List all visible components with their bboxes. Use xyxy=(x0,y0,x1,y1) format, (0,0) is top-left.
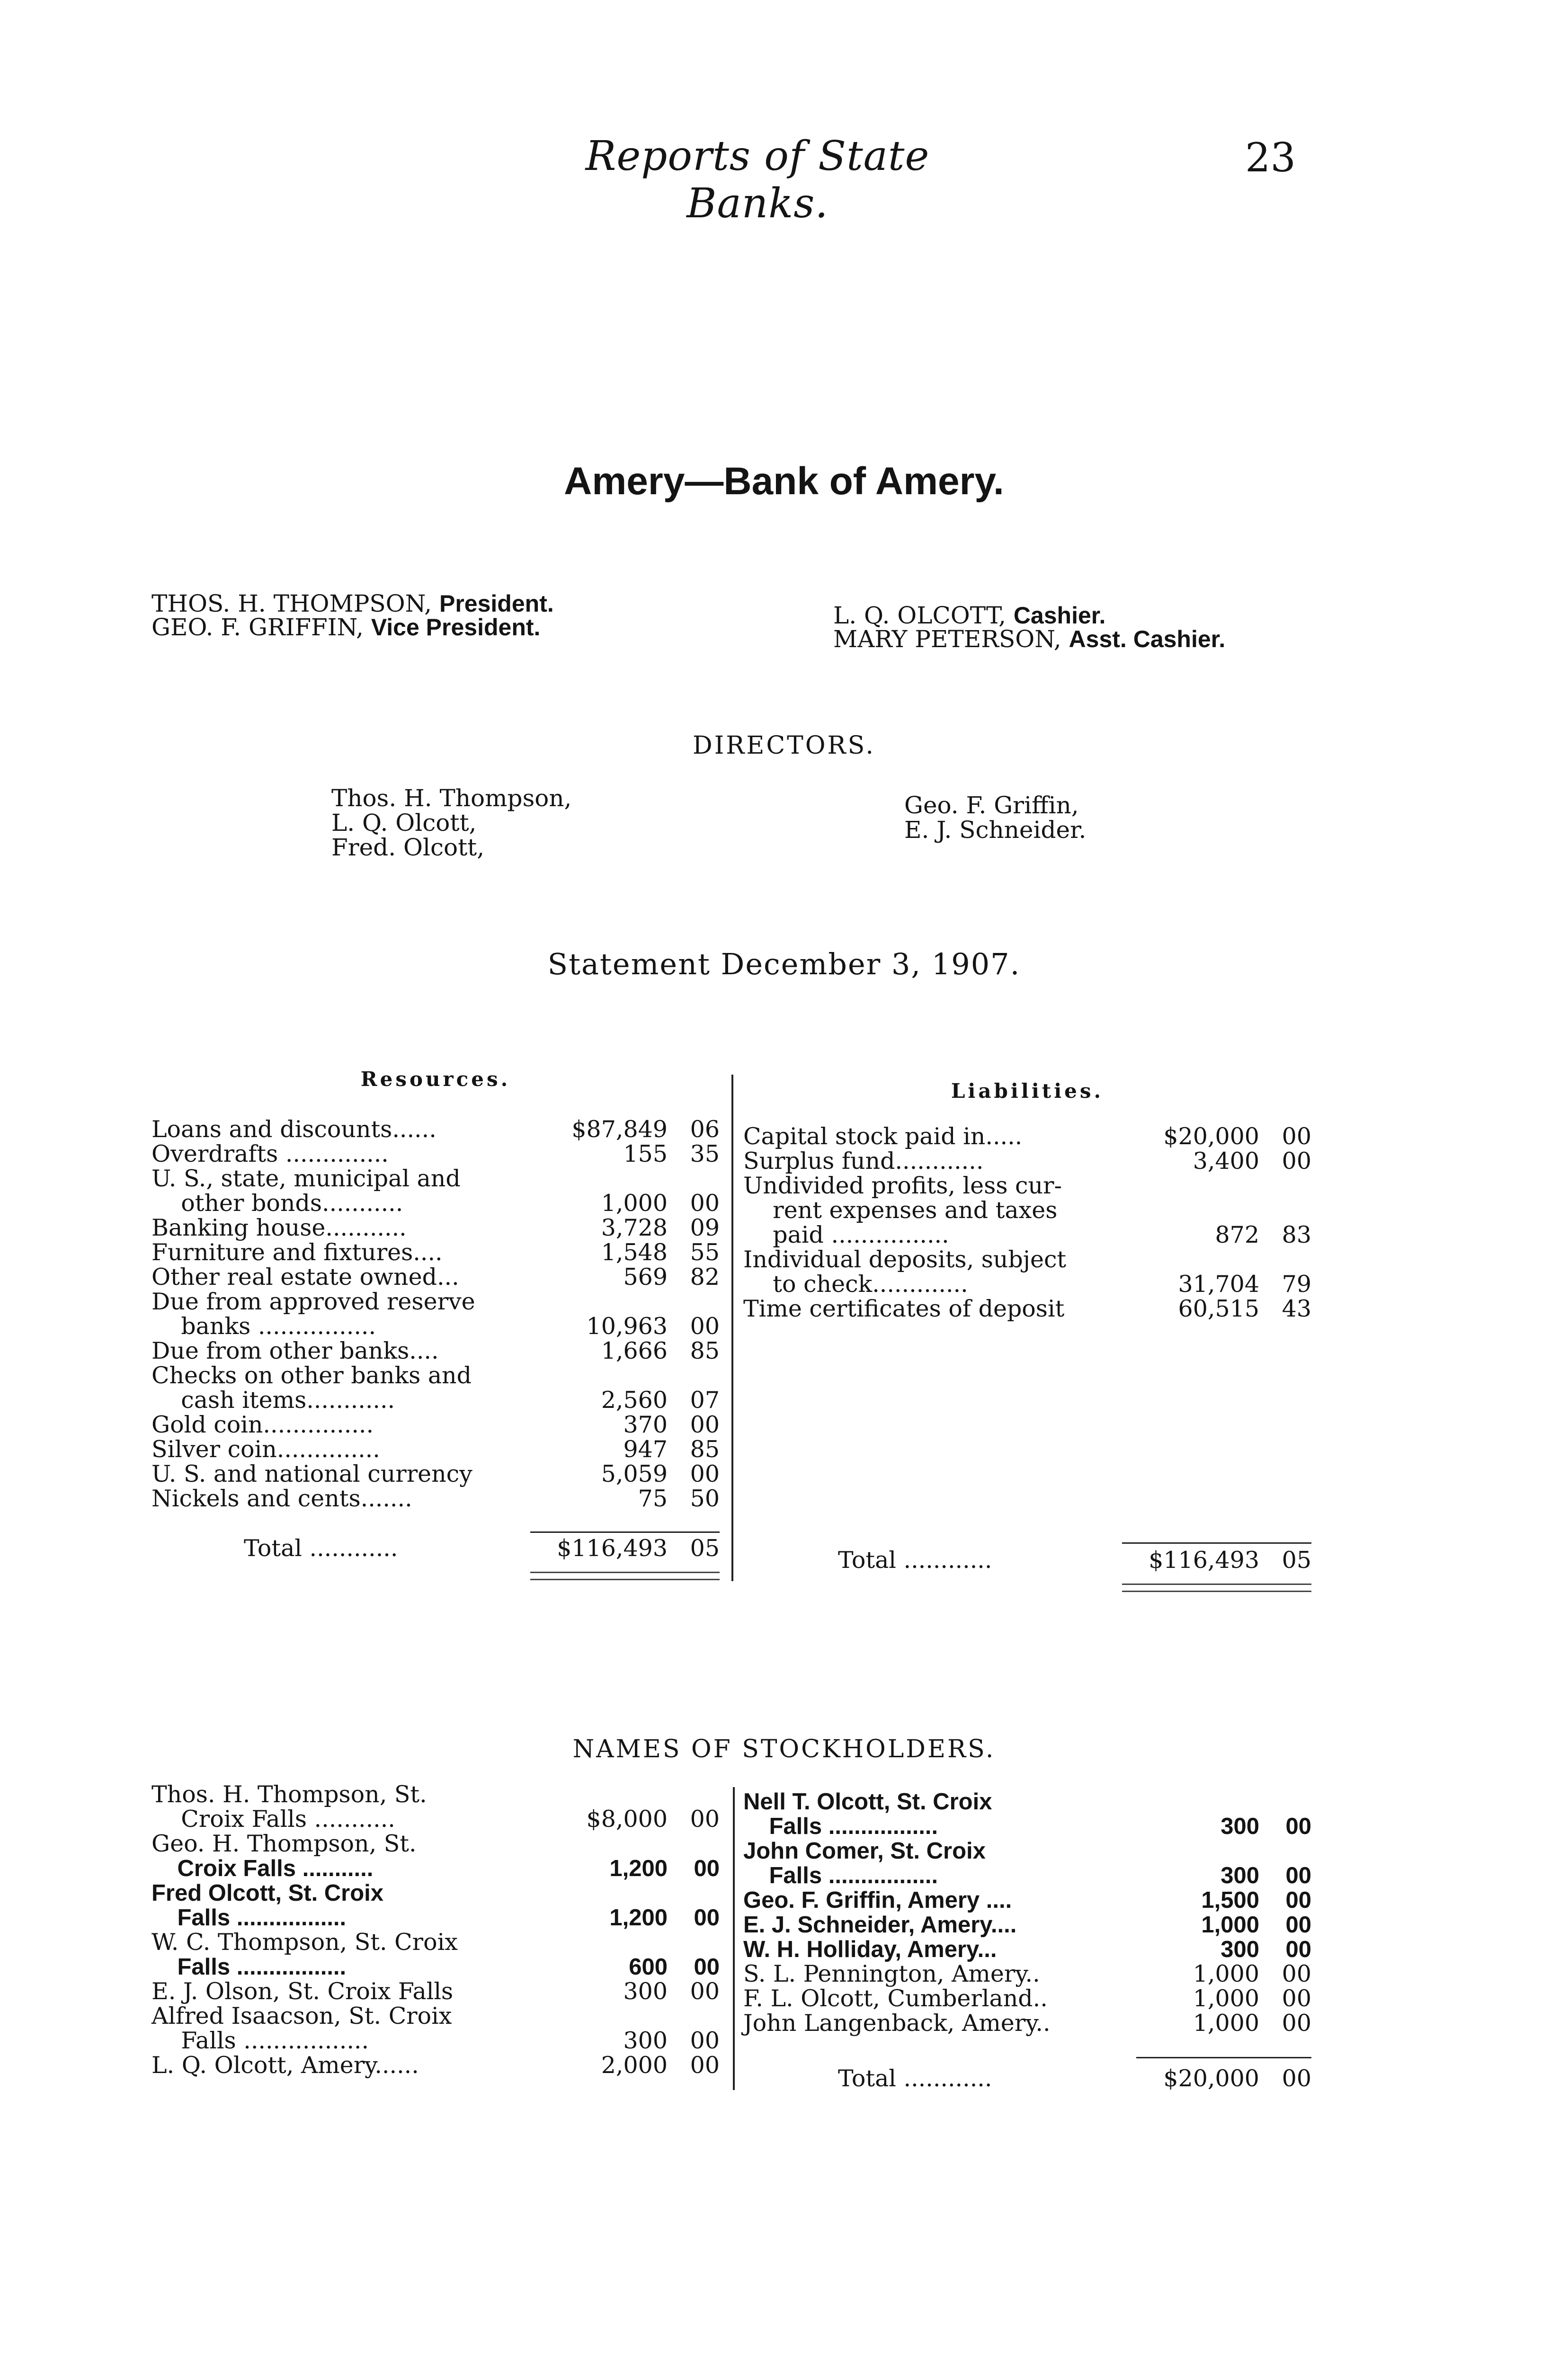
stockholder-place: Croix Falls ........... xyxy=(151,1806,395,1833)
resources-heading: Resources. xyxy=(360,1068,511,1091)
liability-dollars: 31,704 xyxy=(1178,1271,1259,1298)
liability-row xyxy=(743,1247,1311,1272)
total-cents: 05 xyxy=(690,1535,720,1562)
resource-dollars: $87,849 xyxy=(571,1116,668,1143)
officer-name: THOS. H. THOMPSON, xyxy=(151,590,432,617)
director-name: E. J. Schneider. xyxy=(904,816,1087,844)
resource-dollars: 3,728 xyxy=(601,1214,668,1241)
liability-cents: 00 xyxy=(1282,1123,1311,1150)
stockholder-amount: 1,000 xyxy=(1193,2010,1259,2037)
stockholder-amount: 300 xyxy=(623,1978,668,2005)
resource-row xyxy=(151,1142,720,1166)
liability-label: Capital stock paid in..... xyxy=(743,1123,1023,1150)
total-label: Total ............ xyxy=(244,1535,398,1562)
officer-title: Asst. Cashier. xyxy=(1069,626,1226,652)
resource-label: Other real estate owned... xyxy=(151,1264,459,1290)
resources-total-rule xyxy=(530,1531,720,1533)
total-cents: 00 xyxy=(1282,2065,1311,2092)
resources-total xyxy=(151,1536,720,1561)
stockholder-cents: 00 xyxy=(694,1954,720,1980)
stockholder-line xyxy=(743,1937,1311,1962)
resource-dollars: 1,000 xyxy=(601,1190,668,1217)
resource-row xyxy=(151,1339,720,1363)
stockholder-name: E. J. Olson, St. Croix Falls xyxy=(151,1978,454,2005)
stockholder-amount: 1,200 xyxy=(609,1856,668,1881)
stockholder-name: John Comer, St. Croix xyxy=(743,1838,986,1864)
liability-cents: 79 xyxy=(1282,1271,1311,1298)
resources-table xyxy=(151,1117,720,1511)
resource-dollars: 947 xyxy=(623,1436,668,1463)
stockholder-line xyxy=(151,1782,720,1807)
resource-label: Silver coin.............. xyxy=(151,1436,380,1463)
resource-row xyxy=(151,1462,720,1486)
stockholder-place: Falls ................. xyxy=(743,1863,938,1888)
resource-cents: 07 xyxy=(690,1387,720,1414)
directors-left xyxy=(331,786,571,860)
resource-cents: 50 xyxy=(690,1485,720,1512)
liability-row xyxy=(743,1198,1311,1223)
resource-row xyxy=(151,1191,720,1216)
officer-cashier xyxy=(833,604,1225,627)
stockholder-cents: 00 xyxy=(1285,1912,1311,1938)
total-label: Total ............ xyxy=(838,1547,992,1574)
liability-row xyxy=(743,1223,1311,1247)
stockholder-line xyxy=(151,1856,720,1881)
officers-right xyxy=(833,604,1225,651)
liabilities-double-rule xyxy=(1122,1584,1311,1592)
resource-row xyxy=(151,1117,720,1142)
stockholder-line xyxy=(743,1986,1311,2011)
stockholder-line xyxy=(743,1839,1311,1863)
resource-label: Due from approved reserve xyxy=(151,1288,475,1315)
stockholder-name: E. J. Schneider, Amery.... xyxy=(743,1912,1017,1938)
resource-dollars: 75 xyxy=(638,1485,668,1512)
stockholder-name: Thos. H. Thompson, St. xyxy=(151,1781,427,1808)
stockholder-line xyxy=(151,1905,720,1930)
officer-president xyxy=(151,592,554,615)
director-name: Thos. H. Thompson, xyxy=(331,784,572,812)
resource-row xyxy=(151,1166,720,1191)
resource-dollars: 569 xyxy=(623,1264,668,1290)
stockholder-name: Alfred Isaacson, St. Croix xyxy=(151,2002,452,2029)
total-label: Total ............ xyxy=(838,2065,992,2092)
officer-vice-president xyxy=(151,615,554,639)
officer-title: Vice President. xyxy=(371,614,541,641)
resource-row xyxy=(151,1388,720,1413)
total-dollars: $116,493 xyxy=(557,1535,668,1562)
stockholder-line xyxy=(743,1863,1311,1888)
stockholder-name: F. L. Olcott, Cumberland.. xyxy=(743,1985,1048,2012)
stockholder-line xyxy=(743,1888,1311,1913)
stockholder-cents: 00 xyxy=(694,1905,720,1931)
resource-row xyxy=(151,1216,720,1240)
resource-cents: 85 xyxy=(690,1337,720,1364)
stockholder-cents: 00 xyxy=(690,1806,720,1833)
stockholder-line xyxy=(151,1930,720,1955)
stockholder-line xyxy=(151,1807,720,1832)
resource-row xyxy=(151,1486,720,1511)
resources-total-row xyxy=(151,1536,720,1561)
resource-cents: 35 xyxy=(690,1140,720,1167)
stockholder-place: Falls ................. xyxy=(151,1905,347,1931)
stockholder-name: Geo. H. Thompson, St. xyxy=(151,1830,417,1857)
officer-name: MARY PETERSON, xyxy=(833,625,1061,653)
resource-label: Furniture and fixtures.... xyxy=(151,1239,443,1266)
resource-dollars: 370 xyxy=(623,1411,668,1438)
officer-name: GEO. F. GRIFFIN, xyxy=(151,614,364,641)
stockholder-place: Croix Falls ........... xyxy=(151,1856,374,1881)
total-cents: 05 xyxy=(1282,1547,1311,1574)
stockholder-line xyxy=(743,1962,1311,1986)
stockholder-cents: 00 xyxy=(1282,1985,1311,2012)
stockholder-name: S. L. Pennington, Amery.. xyxy=(743,1960,1040,1987)
resource-cents: 55 xyxy=(690,1239,720,1266)
liability-label: Surplus fund............ xyxy=(743,1148,984,1175)
resource-row xyxy=(151,1437,720,1462)
stockholder-amount: 300 xyxy=(1221,1814,1259,1839)
page-number: 23 xyxy=(1245,134,1296,181)
liability-dollars: 60,515 xyxy=(1178,1295,1259,1322)
stockholder-place: Falls ................. xyxy=(151,1954,347,1980)
stockholder-line xyxy=(743,2011,1311,2036)
liability-row xyxy=(743,1272,1311,1297)
stockholder-amount: 600 xyxy=(629,1954,668,1980)
statement-title: Statement December 3, 1907. xyxy=(547,947,1021,981)
stockholder-line xyxy=(151,1832,720,1856)
resource-dollars: 5,059 xyxy=(601,1460,668,1487)
stockholder-place: Falls ................. xyxy=(743,1814,938,1839)
stockholder-place: Falls ................. xyxy=(151,2027,369,2054)
stockholder-amount: 300 xyxy=(623,2027,668,2054)
resource-cents: 85 xyxy=(690,1436,720,1463)
resource-dollars: 1,548 xyxy=(601,1239,668,1266)
resource-dollars: 10,963 xyxy=(586,1313,668,1340)
director-name: Fred. Olcott, xyxy=(331,834,485,861)
liabilities-total-rule xyxy=(1122,1542,1311,1544)
stockholders-total-row xyxy=(743,2066,1311,2091)
stockholder-name: John Langenback, Amery.. xyxy=(743,2010,1051,2037)
stockholder-line xyxy=(151,2004,720,2029)
stockholder-name: W. C. Thompson, St. Croix xyxy=(151,1929,458,1956)
resource-cents: 00 xyxy=(690,1411,720,1438)
resource-label: banks ................ xyxy=(151,1313,376,1340)
stockholder-cents: 00 xyxy=(1285,1814,1311,1839)
stockholders-left xyxy=(151,1782,720,2078)
stockholders-total-rule xyxy=(1136,2057,1311,2058)
liability-cents: 43 xyxy=(1282,1295,1311,1322)
director-name: L. Q. Olcott, xyxy=(331,809,477,836)
stockholder-name: Fred Olcott, St. Croix xyxy=(151,1880,384,1906)
liability-label: rent expenses and taxes xyxy=(743,1197,1058,1224)
bank-title: Amery—Bank of Amery. xyxy=(564,460,1004,503)
resource-cents: 00 xyxy=(690,1313,720,1340)
stockholder-line xyxy=(151,1979,720,2004)
resource-cents: 82 xyxy=(690,1264,720,1290)
liability-row xyxy=(743,1174,1311,1198)
stockholder-cents: 00 xyxy=(1285,1937,1311,1962)
resource-label: other bonds........... xyxy=(151,1190,403,1217)
stockholder-cents: 00 xyxy=(694,1856,720,1881)
stockholder-amount: 1,200 xyxy=(609,1905,668,1931)
liability-cents: 83 xyxy=(1282,1221,1311,1248)
resource-row xyxy=(151,1314,720,1339)
stockholders-divider xyxy=(733,1787,735,2090)
stockholder-name: L. Q. Olcott, Amery...... xyxy=(151,2052,419,2079)
stockholder-amount: 1,500 xyxy=(1201,1887,1259,1913)
resource-label: Overdrafts .............. xyxy=(151,1140,389,1167)
resource-dollars: 155 xyxy=(623,1140,668,1167)
resource-label: U. S., state, municipal and xyxy=(151,1165,461,1192)
stockholder-cents: 00 xyxy=(1282,2010,1311,2037)
resource-label: Checks on other banks and xyxy=(151,1362,472,1389)
stockholder-name: Geo. F. Griffin, Amery .... xyxy=(743,1887,1012,1913)
running-title: Reports of State Banks. xyxy=(585,133,930,227)
liabilities-table xyxy=(743,1124,1311,1321)
liability-dollars: 872 xyxy=(1215,1221,1259,1248)
resource-row xyxy=(151,1413,720,1437)
resource-cents: 06 xyxy=(690,1116,720,1143)
stockholder-amount: 300 xyxy=(1221,1863,1259,1888)
stockholder-line xyxy=(743,1913,1311,1937)
resources-double-rule xyxy=(530,1572,720,1580)
liabilities-total-row xyxy=(743,1548,1311,1573)
stockholder-cents: 00 xyxy=(1285,1887,1311,1913)
liabilities-total xyxy=(743,1548,1311,1573)
stockholders-right xyxy=(743,1789,1311,2036)
stockholders-heading: NAMES OF STOCKHOLDERS. xyxy=(572,1735,996,1763)
stockholder-amount: 300 xyxy=(1221,1937,1259,1962)
liability-label: to check............. xyxy=(743,1271,968,1298)
stockholder-amount: 1,000 xyxy=(1193,1985,1259,2012)
directors-heading: DIRECTORS. xyxy=(693,731,875,760)
officer-name: L. Q. OLCOTT, xyxy=(833,602,1006,629)
resource-dollars: 2,560 xyxy=(601,1387,668,1414)
resource-row xyxy=(151,1363,720,1388)
liability-label: Undivided profits, less cur- xyxy=(743,1172,1062,1199)
stockholder-name: Nell T. Olcott, St. Croix xyxy=(743,1789,992,1815)
director-name: Geo. F. Griffin, xyxy=(904,792,1079,819)
resource-cents: 00 xyxy=(690,1460,720,1487)
liability-label: Individual deposits, subject xyxy=(743,1246,1067,1273)
stockholder-line xyxy=(151,2053,720,2078)
stockholder-name: W. H. Holliday, Amery... xyxy=(743,1937,997,1962)
resource-label: Due from other banks.... xyxy=(151,1337,439,1364)
liability-dollars: 3,400 xyxy=(1193,1148,1259,1175)
resource-cents: 09 xyxy=(690,1214,720,1241)
officers-left xyxy=(151,592,554,639)
column-divider xyxy=(731,1075,733,1581)
total-amount: $20,000 xyxy=(1163,2065,1259,2092)
resource-row xyxy=(151,1265,720,1290)
resource-label: U. S. and national currency xyxy=(151,1460,472,1487)
liability-row xyxy=(743,1149,1311,1174)
resource-row xyxy=(151,1240,720,1265)
liability-row xyxy=(743,1297,1311,1321)
liability-row xyxy=(743,1124,1311,1149)
resource-cents: 00 xyxy=(690,1190,720,1217)
stockholder-line xyxy=(151,1955,720,1979)
stockholder-cents: 00 xyxy=(1285,1863,1311,1888)
stockholder-amount: $8,000 xyxy=(586,1806,668,1833)
stockholder-cents: 00 xyxy=(690,2052,720,2079)
directors-right xyxy=(904,793,1086,842)
officer-asst-cashier xyxy=(833,627,1225,651)
liabilities-heading: Liabilities. xyxy=(951,1079,1104,1103)
total-dollars: $116,493 xyxy=(1149,1547,1259,1574)
resource-label: Nickels and cents....... xyxy=(151,1485,412,1512)
stockholder-cents: 00 xyxy=(1282,1960,1311,1987)
officer-title: President. xyxy=(439,590,554,617)
resource-label: Loans and discounts...... xyxy=(151,1116,437,1143)
stockholder-line xyxy=(151,1881,720,1905)
liability-label: paid ................ xyxy=(743,1221,949,1248)
liability-dollars: $20,000 xyxy=(1163,1123,1259,1150)
resource-label: Gold coin............... xyxy=(151,1411,374,1438)
stockholder-line xyxy=(743,1814,1311,1839)
stockholder-line xyxy=(151,2029,720,2053)
stockholder-amount: 2,000 xyxy=(601,2052,668,2079)
stockholder-cents: 00 xyxy=(690,1978,720,2005)
stockholder-amount: 1,000 xyxy=(1193,1960,1259,1987)
liability-label: Time certificates of deposit xyxy=(743,1295,1065,1322)
stockholders-total xyxy=(743,2066,1311,2091)
stockholder-cents: 00 xyxy=(690,2027,720,2054)
liability-cents: 00 xyxy=(1282,1148,1311,1175)
stockholder-line xyxy=(743,1789,1311,1814)
stockholder-amount: 1,000 xyxy=(1201,1912,1259,1938)
resource-label: Banking house........... xyxy=(151,1214,407,1241)
officer-title: Cashier. xyxy=(1013,602,1106,629)
resource-row xyxy=(151,1290,720,1314)
resource-label: cash items............ xyxy=(151,1387,395,1414)
resource-dollars: 1,666 xyxy=(601,1337,668,1364)
